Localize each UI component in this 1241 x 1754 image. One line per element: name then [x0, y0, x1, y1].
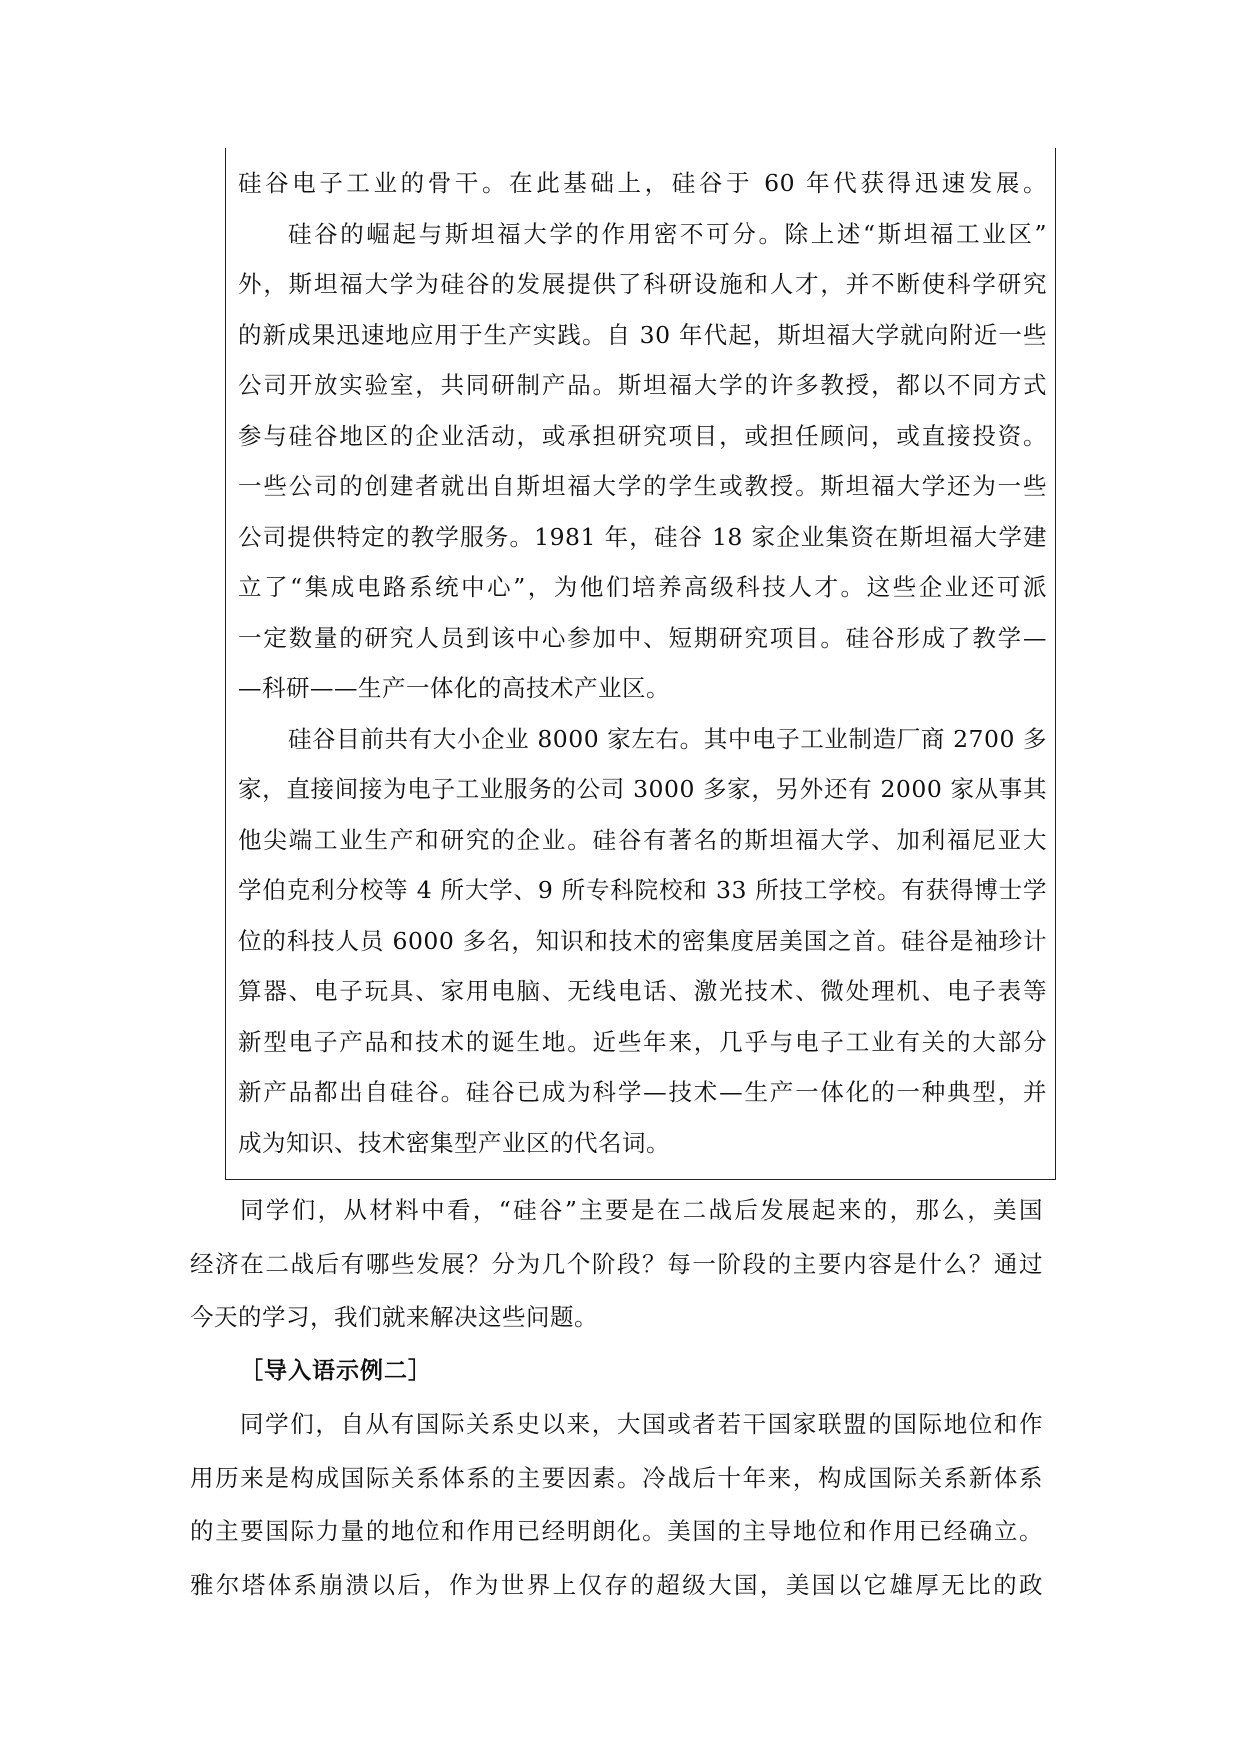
box-line: 硅谷目前共有大小企业 8000 家左右。其中电子工业制造厂商 2700 多	[288, 724, 1047, 753]
box-line: 一些公司的创建者就出自斯坦福大学的学生或教授。斯坦福大学还为一些	[238, 472, 1047, 500]
box-line: 他尖端工业生产和研究的企业。硅谷有著名的斯坦福大学、加利福尼亚大	[238, 825, 1047, 854]
box-line: 公司开放实验室，共同研制产品。斯坦福大学的许多教授，都以不同方式	[238, 371, 1047, 399]
body-line: 雅尔塔体系崩溃以后，作为世界上仅存的超级大国，美国以它雄厚无比的政	[190, 1570, 1043, 1599]
box-line: 立了“集成电路系统中心”，为他们培养高级科技人才。这些企业还可派	[238, 573, 1047, 601]
box-line: 成为知识、技术密集型产业区的代名词。	[238, 1128, 670, 1157]
box-line: 位的科技人员 6000 多名，知识和技术的密集度居美国之首。硅谷是袖珍计	[238, 926, 1047, 955]
body-line: 经济在二战后有哪些发展？分为几个阶段？每一阶段的主要内容是什么？通过	[190, 1249, 1043, 1278]
body-line: 今天的学习，我们就来解决这些问题。	[190, 1303, 598, 1331]
box-line: —科研——生产一体化的高技术产业区。	[238, 674, 670, 702]
box-line: 参与硅谷地区的企业活动，或承担研究项目，或担任顾问，或直接投资。	[238, 421, 1047, 450]
section-heading: ［导入语示例二］	[240, 1357, 432, 1384]
box-line: 公司提供特定的教学服务。1981 年，硅谷 18 家企业集资在斯坦福大学建	[238, 522, 1047, 551]
material-box-text	[238, 158, 1047, 1168]
box-line: 硅谷电子工业的骨干。在此基础上，硅谷于 60 年代获得迅速发展。	[238, 169, 1047, 197]
body-line: 的主要国际力量的地位和作用已经明朗化。美国的主导地位和作用已经确立。	[190, 1517, 1043, 1545]
box-line: 新产品都出自硅谷。硅谷已成为科学—技术—生产一体化的一种典型，并	[238, 1078, 1047, 1106]
box-line: 家，直接间接为电子工业服务的公司 3000 多家，另外还有 2000 家从事其	[238, 775, 1047, 803]
material-box	[225, 148, 1056, 1180]
box-line: 学伯克利分校等 4 所大学、9 所专科院校和 33 所技工学校。有获得博士学	[238, 876, 1047, 904]
box-line: 一定数量的研究人员到该中心参加中、短期研究项目。硅谷形成了教学—	[238, 623, 1047, 652]
box-line: 算器、电子玩具、家用电脑、无线电话、激光技术、微处理机、电子表等	[238, 977, 1047, 1005]
box-line: 的新成果迅速地应用于生产实践。自 30 年代起，斯坦福大学就向附近一些	[238, 320, 1047, 349]
body-text	[190, 1184, 1043, 1612]
body-line: 同学们，从材料中看，“硅谷”主要是在二战后发展起来的，那么，美国	[240, 1196, 1043, 1224]
box-line: 外，斯坦福大学为硅谷的发展提供了科研设施和人才，并不断使科学研究	[238, 270, 1047, 298]
box-line: 新型电子产品和技术的诞生地。近些年来，几乎与电子工业有关的大部分	[238, 1027, 1047, 1056]
box-line: 硅谷的崛起与斯坦福大学的作用密不可分。除上述“斯坦福工业区”	[288, 219, 1047, 248]
body-line: 用历来是构成国际关系体系的主要因素。冷战后十年来，构成国际关系新体系	[190, 1463, 1043, 1492]
body-line: 同学们，自从有国际关系史以来，大国或者若干国家联盟的国际地位和作	[240, 1410, 1043, 1438]
